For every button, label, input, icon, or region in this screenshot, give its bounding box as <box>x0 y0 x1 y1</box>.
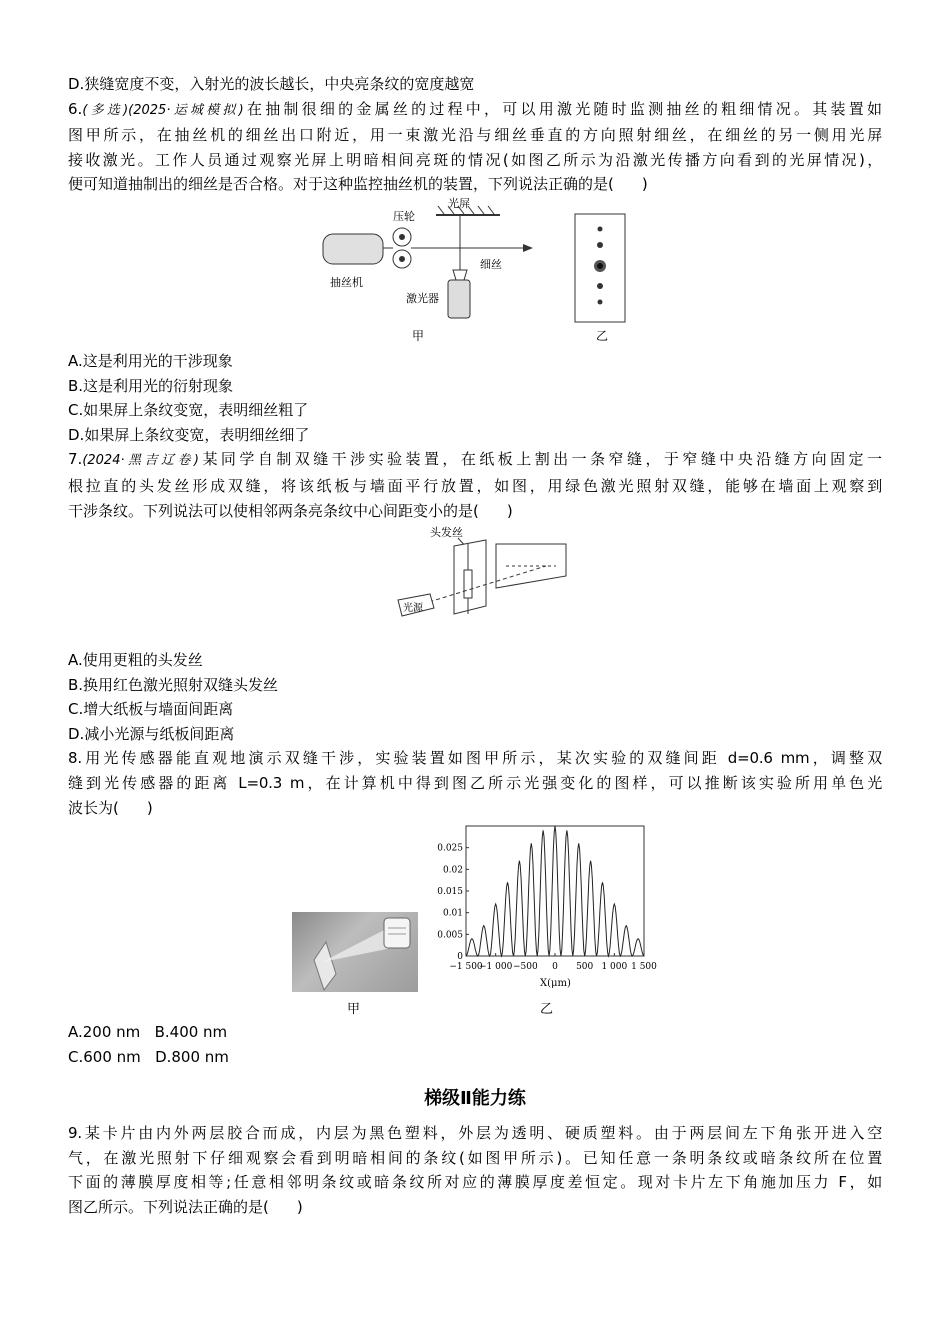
hatch <box>488 206 494 214</box>
spot <box>598 227 603 232</box>
q9-stem-line-1: 9.某卡片由内外两层胶合而成，内层为黑色塑料，外层为透明、硬质塑料。由于两层间左下角张开进入空 <box>68 1124 882 1142</box>
q8-label-b: 乙 <box>540 1002 554 1017</box>
q8-options-line-2[interactable]: C.600 nm D.800 nm <box>68 1047 229 1066</box>
q8-options-line-1[interactable]: A.200 nm B.400 nm <box>68 1023 228 1041</box>
x-tick-label: −500 <box>512 962 538 972</box>
y-ticks <box>437 844 469 962</box>
hair-label: 头发丝 <box>430 526 463 539</box>
x-axis-label: X(μm) <box>540 978 571 989</box>
hatch <box>478 206 484 214</box>
q7-option-c[interactable]: C.增大纸板与墙面间距离 <box>68 700 234 719</box>
y-tick-label: 0.01 <box>442 908 463 919</box>
q7-option-d[interactable]: D.减小光源与纸板间距离 <box>68 724 235 743</box>
roller-bottom-center <box>399 256 405 262</box>
sensor <box>384 918 410 948</box>
center-spot-core <box>597 263 603 269</box>
x-tick-label: 500 <box>576 962 594 972</box>
q7-stem-line-1: 7.(2024·黑吉辽卷)某同学自制双缝干涉实验装置，在纸板上割出一条窄缝，于窄缝中央沿缝方向固定一 <box>68 450 882 469</box>
q8-options <box>68 1020 882 1069</box>
q6-option-a[interactable]: A.这是利用光的干涉现象 <box>68 352 233 370</box>
y-tick-label: 0.025 <box>437 843 463 854</box>
double-slit-plate <box>314 942 336 990</box>
q6-number: 6. <box>68 99 83 118</box>
laser-head <box>453 270 467 280</box>
x-tick-label: −1 000 <box>479 962 513 972</box>
section-title: 梯级Ⅱ能力练 <box>424 1088 526 1109</box>
spot <box>597 242 603 248</box>
spot <box>597 283 603 289</box>
q9-stem-line-2: 气，在激光照射下仔细观察会看到明暗相间的条纹(如图甲所示)。已知任意一条明条纹或暗条纹所在位置 <box>68 1148 882 1167</box>
intensity-curve <box>466 826 644 956</box>
q5-option-d[interactable]: D.狭缝宽度不变，入射光的波长越长，中央亮条纹的宽度越宽 <box>68 75 475 93</box>
q9 <box>68 1121 882 1219</box>
figure-label-b: 乙 <box>596 329 609 343</box>
q8-stem-line-1: 8.用光传感器能直观地演示双缝干涉，实验装置如图甲所示，某次实验的双缝间距 d=0.6 mm，调整双 <box>68 749 882 768</box>
figure-label-a: 甲 <box>412 329 425 343</box>
y-tick-label: 0.005 <box>437 930 463 941</box>
q6-options <box>68 349 882 523</box>
y-tick-label: 0.015 <box>437 887 463 897</box>
q8-label-a: 甲 <box>347 1002 361 1017</box>
q7-option-a[interactable]: A.使用更粗的头发丝 <box>68 651 203 669</box>
y-tick-label: 0 <box>457 952 463 962</box>
page-content <box>68 72 882 197</box>
q8-apparatus-photo <box>292 912 418 992</box>
light-source-label: 光源 <box>403 603 423 614</box>
q8-stem-line-3: 波长为( ) <box>68 798 153 817</box>
q7-source: (2024·黑吉辽卷) <box>82 453 199 469</box>
wire-arrow <box>523 244 533 252</box>
q6-option-b[interactable]: B.这是利用光的衍射现象 <box>68 376 234 395</box>
q7-stem-line-2: 根拉直的头发丝形成双缝，将该纸板与墙面平行放置，如图，用绿色激光照射双缝，能够在墙面上观察到 <box>68 476 882 495</box>
q7-options <box>68 648 882 820</box>
q7-figure <box>386 524 586 624</box>
screen-label: 光屏 <box>448 197 470 210</box>
spinning-machine <box>323 234 383 264</box>
q8-stem-line-2: 缝到光传感器的距离 L=0.3 m，在计算机中得到图乙所示光强变化的图样，可以推断该实验所用单色光 <box>68 773 882 792</box>
hatch <box>438 206 444 214</box>
q7-figure-svg <box>386 524 586 624</box>
wire-label: 细丝 <box>480 258 502 271</box>
q6-stem-line-3: 接收激光。工作人员通过观察光屏上明暗相间亮斑的情况(如图乙所示为沿激光传播方向看到的光屏情况)， <box>68 150 882 169</box>
q6-stem-line-4: 便可知道抽制出的细丝是否合格。对于这种监控抽丝机的装置，下列说法正确的是( ) <box>68 175 648 194</box>
q6-stem-text-1: 在抽制很细的金属丝的过程中，可以用激光随时监测抽丝的粗细情况。其装置如 <box>243 99 882 118</box>
roller-top-center <box>399 234 405 240</box>
y-tick-label: 0.02 <box>442 865 463 876</box>
slit <box>464 570 472 598</box>
laser-label: 激光器 <box>406 292 439 305</box>
q6-figure-svg <box>318 198 638 348</box>
spot <box>598 300 603 305</box>
q6-stem-line-1 <box>68 97 882 124</box>
q6-multi-tag: (多选) <box>82 102 129 118</box>
intensity-chart <box>428 822 664 994</box>
x-tick-label: −1 500 <box>449 962 483 972</box>
machine-label: 抽丝机 <box>330 276 363 289</box>
q6-option-d[interactable]: D.如果屏上条纹变宽，表明细丝细了 <box>68 425 310 444</box>
q8-chart <box>428 822 664 994</box>
x-tick-label: 1 000 <box>601 962 628 972</box>
q9-stem-line-3: 下面的薄膜厚度相等;任意相邻明条纹或暗条纹所对应的薄膜厚度差恒定。现对卡片左下角施加压力 F，如 <box>68 1173 882 1192</box>
q6-figure <box>318 198 638 348</box>
laser-body <box>448 280 470 318</box>
light-beam <box>322 926 392 962</box>
q6-stem-line-2: 图甲所示，在抽丝机的细丝出口附近，用一束激光沿与细丝垂直的方向照射细丝，在细丝的另一侧用光屏 <box>68 126 882 145</box>
q6-option-c[interactable]: C.如果屏上条纹变宽，表明细丝粗了 <box>68 401 309 420</box>
q6-source: (2025·运城模拟) <box>128 102 244 118</box>
q9-stem-line-4: 图乙所示。下列说法正确的是( ) <box>68 1197 303 1216</box>
x-tick-label: 1 500 <box>631 962 657 972</box>
apparatus-svg <box>292 912 418 992</box>
q7-stem-line-3: 干涉条纹。下列说法可以使相邻两条亮条纹中心间距变小的是( ) <box>68 501 513 520</box>
q7-option-b[interactable]: B.换用红色激光照射双缝头发丝 <box>68 675 279 694</box>
roller-label: 压轮 <box>393 210 415 223</box>
x-tick-label: 0 <box>552 962 558 972</box>
